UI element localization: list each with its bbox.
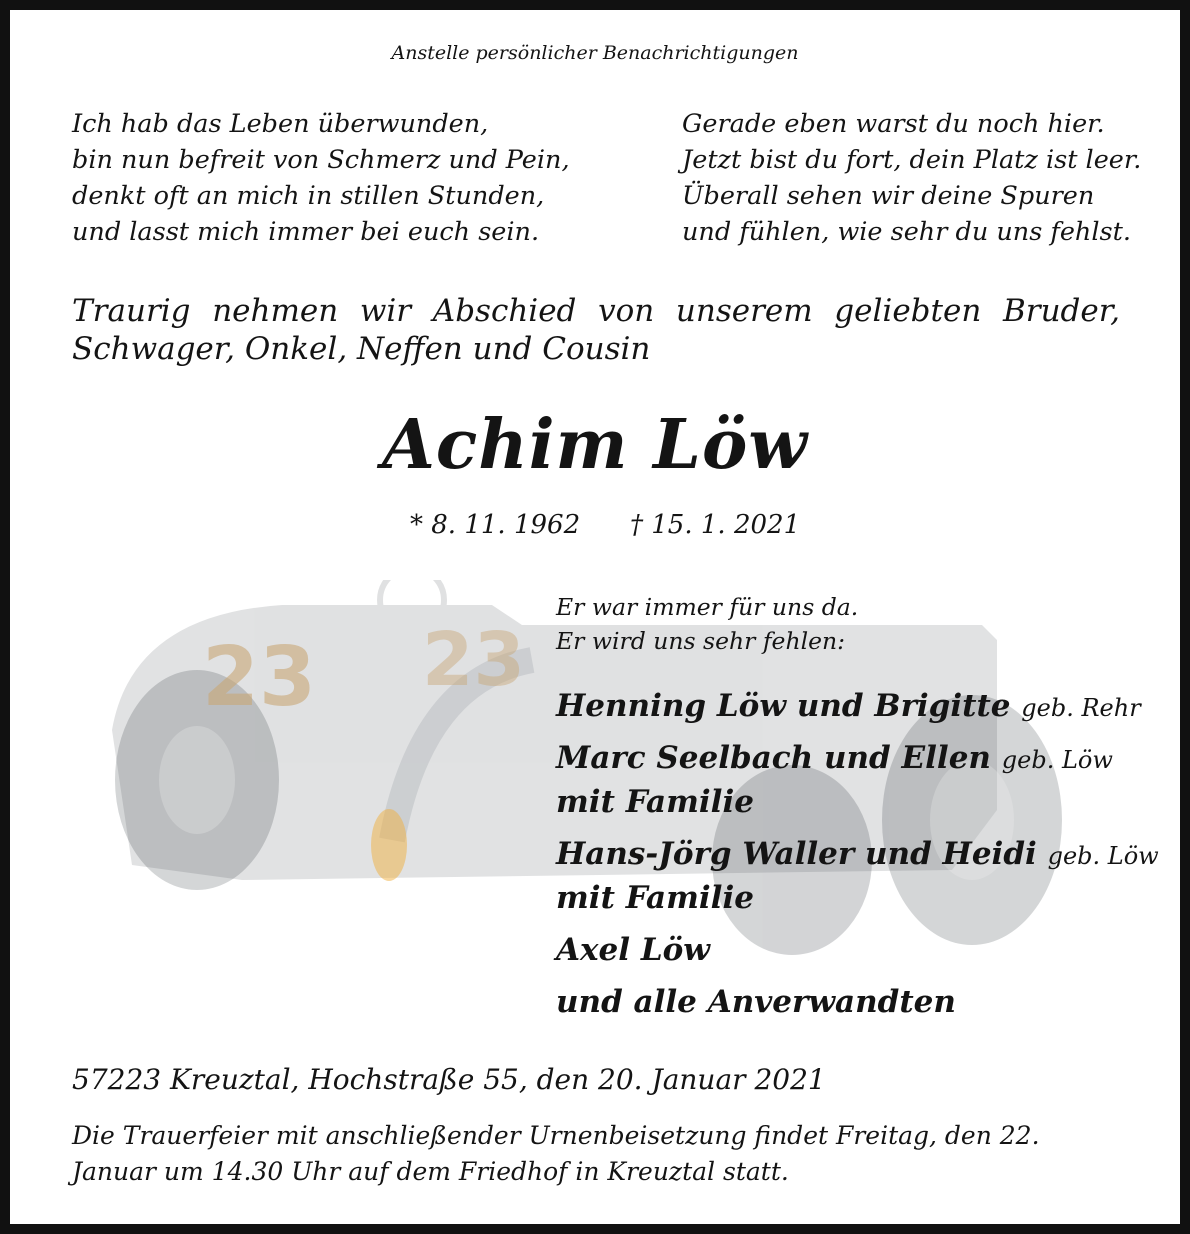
funeral-notice: Die Trauerfeier mit anschließender Urnenbeisetzung findet Freitag, den 22. Januar um 14.30 Uhr auf dem Friedhof in Kreuztal statt. — [72, 1121, 1040, 1186]
maiden-name: geb. Löw — [1047, 842, 1159, 870]
mourner-4: Axel Löw — [556, 932, 710, 968]
address-date: 57223 Kreuztal, Hochstraße 55, den 20. Januar 2021 — [72, 1063, 826, 1096]
tribute-text — [556, 590, 858, 658]
mourner-3-family: mit Familie — [556, 880, 754, 916]
tribute-line: Er war immer für uns da. — [556, 593, 859, 621]
birth-date: * 8. 11. 1962 — [410, 510, 581, 540]
poem-line: Gerade eben warst du noch hier. — [682, 109, 1105, 139]
mourner-2-family: mit Familie — [556, 784, 754, 820]
mourner-name: Henning Löw und Brigitte — [556, 688, 1011, 724]
mourner-name: Hans-Jörg Waller und Heidi — [556, 836, 1037, 872]
poem-line: und fühlen, wie sehr du uns fehlst. — [682, 217, 1131, 247]
mourner-3 — [556, 832, 1159, 878]
mourner-2 — [556, 736, 1113, 782]
mourner-1 — [556, 684, 1141, 730]
poem-left — [72, 106, 570, 250]
poem-right — [682, 106, 1141, 250]
poem-line: bin nun befreit von Schmerz und Pein, — [72, 145, 570, 175]
header-note: Anstelle persönlicher Benachrichtigungen — [391, 42, 799, 64]
death-date: † 15. 1. 2021 — [630, 510, 801, 540]
poem-line: Jetzt bist du fort, dein Platz ist leer. — [682, 145, 1142, 175]
car-number-left: 23 — [202, 630, 317, 725]
intro-text: Traurig nehmen wir Abschied von unserem geliebten Bruder, Schwager, Onkel, Neffen und Cousin — [72, 293, 1120, 367]
maiden-name: geb. Löw — [1001, 746, 1113, 774]
mourner-5: und alle Anverwandten — [556, 984, 956, 1020]
poem-line: Ich hab das Leben überwunden, — [72, 109, 489, 139]
maiden-name: geb. Rehr — [1021, 694, 1141, 722]
car-number-right: 23 — [422, 617, 525, 703]
deceased-name: Achim Löw — [382, 405, 808, 485]
poem-line: Überall sehen wir deine Spuren — [682, 181, 1095, 211]
poem-line: und lasst mich immer bei euch sein. — [72, 217, 540, 247]
tribute-line: Er wird uns sehr fehlen: — [556, 627, 846, 655]
mourner-name: Marc Seelbach und Ellen — [556, 740, 991, 776]
poem-line: denkt oft an mich in stillen Stunden, — [72, 181, 545, 211]
